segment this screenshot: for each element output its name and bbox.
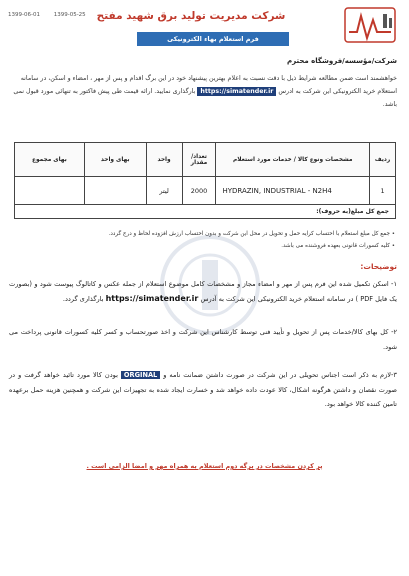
date-right: 1399-05-25 (53, 12, 86, 18)
explanation-1: ۱- اسکن تکمیل شده این فرم پس از مهر و امضاء مجاز و مشخصات کامل موضوع استعلام از جمله عکس و کاتالوگ پیوست شود و (بصورت یک فایل PDF ) در سامانه استعلام خرید الکترونیکی این شرکت به آدرس https://simatender.ir بارگذاری گردد. (9, 280, 397, 303)
explanation-3: ۳-لازم به ذکر است اجناس تحویلی در این شرکت در صورت داشتن ضمانت نامه و ORGINAL بودن کالا مورد تائید خواهد گرفت و در صورت نقصان و داشتن هرگونه اشکال، کالا عودت داده خواهد شد و خسارت ایجاد شده به تجهیزات این شرکت و همچنین هزینه حمل برعهده تامین کننده کالا خواهد بود. (9, 371, 397, 408)
site-link[interactable]: https://simatender.ir (197, 87, 276, 96)
addressee: شرکت/مؤسسه/فروشگاه محترم (287, 57, 397, 65)
intro-paragraph (9, 72, 397, 111)
cell-quantity: 2000 (182, 177, 216, 205)
date-area (8, 12, 98, 18)
total-label[interactable]: جمع کل مبلغ(به حروف): (15, 205, 396, 219)
total-row (15, 205, 396, 219)
intro-text-1: خواهشمند است ضمن مطالعه شرایط ذیل با دقت نسبت به اعلام بهترین پیشنهاد خود در این برگ اقدام و پس از مهر ، امضاء و اسکن، در سامانه استعلام خرید الکترونیکی این شرکت به ادرس (20, 75, 397, 95)
site-link-inline[interactable]: https://simatender.ir (105, 293, 199, 303)
header-unit: واحد (146, 143, 182, 177)
company-title: شرکت مدیریت تولید برق شهید مفتح (96, 10, 286, 22)
cell-row-num: 1 (370, 177, 396, 205)
original-badge: ORGINAL (121, 371, 160, 379)
header-row-num: ردیف (370, 143, 396, 177)
footer-note: پر کردن مشخصات در برگه دوم استعلام به همراه مهر و امضا الزامی است . (86, 462, 323, 470)
cell-unit-price[interactable] (84, 177, 146, 205)
header-description: مشخصات ونوع کالا / خدمات مورد استعلام (216, 143, 370, 177)
header-quantity: تعداد/ مقدار (182, 143, 216, 177)
form-subtitle: فرم استعلام بهاء الکترونیکی (137, 32, 289, 46)
cell-description: HYDRAZIN, INDUSTRIAL - N2H4 (216, 177, 370, 205)
header (0, 0, 409, 52)
header-total-price: بهای مجموع (15, 143, 85, 177)
date-left: 1399-06-01 (8, 12, 40, 18)
items-table (14, 142, 396, 219)
table-header-row (15, 143, 396, 177)
intro-text-2: بارگذاری نمایید. ارائه قیمت طی پیش فاکتور به تنهائی مورد قبول نمی باشد. (13, 88, 397, 108)
table-row (15, 177, 396, 205)
cell-unit: لیتر (146, 177, 182, 205)
note-item: • جمع کل مبلغ استعلام با احتساب کرایه حمل و تحویل در محل این شرکت و بدون احتساب ارزش افزوده لحاظ و درج گردد. (108, 231, 395, 237)
note-item: • کلیه کسورات قانونی بعهده فروشنده می باشد. (281, 243, 395, 249)
explanation-2: ۲- کل بهای کالا/خدمات پس از تحویل و تأیید فنی توسط کارشناس این شرکت و اخذ صورتحساب و کسر کلیه کسورات قانونی پرداخت می شود. (9, 328, 397, 351)
cell-total-price[interactable] (15, 177, 85, 205)
explanations-title: توضیحات: (360, 262, 397, 271)
company-logo (343, 6, 397, 44)
header-unit-price: بهای واحد (84, 143, 146, 177)
